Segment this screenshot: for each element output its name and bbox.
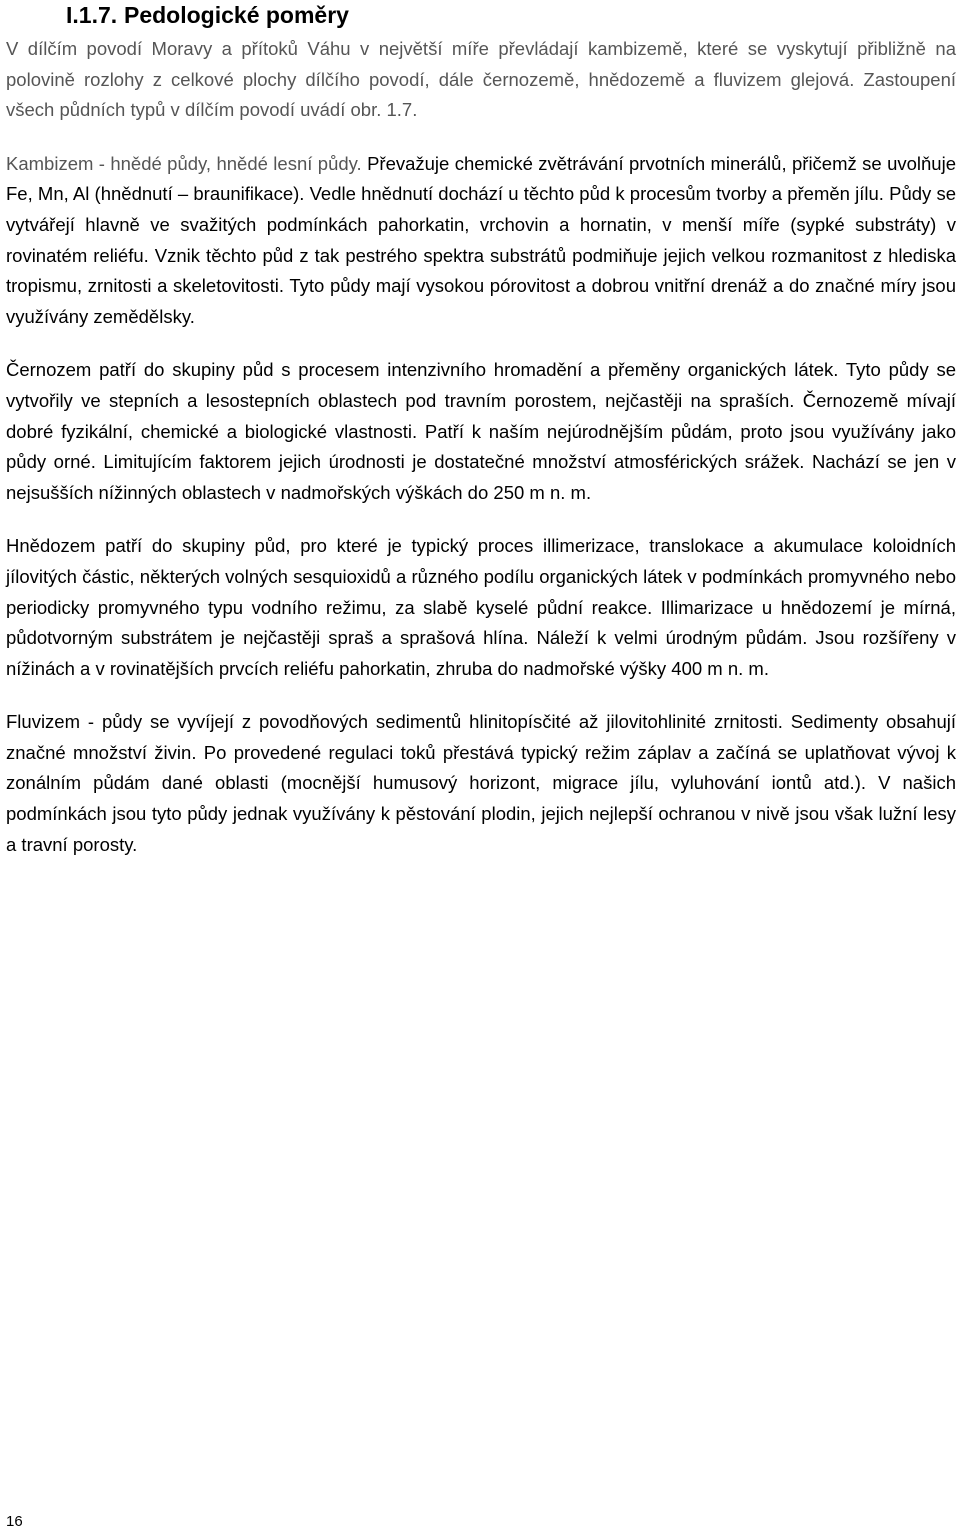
kambizem-paragraph bbox=[6, 149, 956, 333]
kambizem-term: Kambizem - hnědé půdy, hnědé lesní půdy. bbox=[6, 152, 362, 174]
page-number: 16 bbox=[6, 1513, 23, 1530]
intro-paragraph bbox=[6, 34, 956, 126]
kambizem-text: Převažuje chemické zvětrávání prvotních minerálů, přičemž se uvolňuje Fe, Mn, Al (hnědnutí – braunifikace). Vedle hnědnutí dochází u těchto půd k procesům tvorby a přeměn jílu. Půdy se vytvářejí hlavně ve svažitých podmínkách pahorkatin, vrchovin a hornatin, v menší míře (sypké substráty) v rovinatém reliéfu. Vznik těchto půd z tak pestrého spektra substrátů podmiňuje jejich velkou rozmanitost z hlediska tropismu, zrnitosti a skeletovitosti. Tyto půdy mají vysokou pórovitost a dobrou vnitřní drenáž a do značné míry jsou využívány zemědělsky. bbox=[6, 152, 956, 327]
fluvizem-paragraph bbox=[6, 707, 956, 860]
fluvizem-text: Fluvizem - půdy se vyvíjejí z povodňových sedimentů hlinitopísčité až jilovitohlinité zrnitosti. Sedimenty obsahují značné množství živin. Po provedené regulaci toků přestává typický režim záplav a začíná se uplatňovat vývoj k zonálním půdám dané oblasti (mocnější humusový horizont, migrace jílu, vyluhování iontů atd.). V našich podmínkách jsou tyto půdy jednak využívány k pěstování plodin, jejich nejlepší ochranou v nivě jsou však lužní lesy a travní porosty. bbox=[6, 711, 956, 855]
hnedozem-paragraph bbox=[6, 531, 956, 684]
hnedozem-text: Hnědozem patří do skupiny půd, pro které je typický proces illimerizace, translokace a akumulace koloidních jílovitých částic, některých volných sesquioxidů a různého podílu organických látek v podmínkách promyvného nebo periodicky promyvného typu vodního režimu, za slabě kyselé půdní reakce. Illimarizace u hnědozemí je mírná, půdotvorným substrátem je nejčastěji spraš a sprašová hlína. Náleží k velmi úrodným půdám. Jsou rozšířeny v nížinách a v rovinatějších prvcích reliéfu pahorkatin, zhruba do nadmořské výšky 400 m n. m. bbox=[6, 535, 956, 679]
section-number: I.1.7. bbox=[66, 2, 118, 28]
cernozem-paragraph bbox=[6, 355, 956, 508]
document-page bbox=[6, 0, 956, 860]
section-heading bbox=[6, 0, 956, 30]
cernozem-text: Černozem patří do skupiny půd s procesem intenzivního hromadění a přeměny organických látek. Tyto půdy se vytvořily ve stepních a lesostepních oblastech pod travním porostem, nejčastěji na spraších. Černozemě mívají dobré fyzikální, chemické a biologické vlastnosti. Patří k naším nejúrodnějším půdám, proto jsou využívány jako půdy orné. Limitujícím faktorem jejich úrodnosti je dostatečné množství atmosférických srážek. Nachází se jen v nejsušších nížinných oblastech v nadmořských výškách do 250 m n. m. bbox=[6, 359, 956, 503]
section-title: Pedologické poměry bbox=[124, 2, 349, 28]
intro-text: V dílčím povodí Moravy a přítoků Váhu v největší míře převládají kambizemě, které se vyskytují přibližně na polovině rozlohy z celkové plochy dílčího povodí, dále černozemě, hnědozemě a fluvizem glejová. Zastoupení všech půdních typů v dílčím povodí uvádí obr. 1.7. bbox=[6, 38, 956, 121]
